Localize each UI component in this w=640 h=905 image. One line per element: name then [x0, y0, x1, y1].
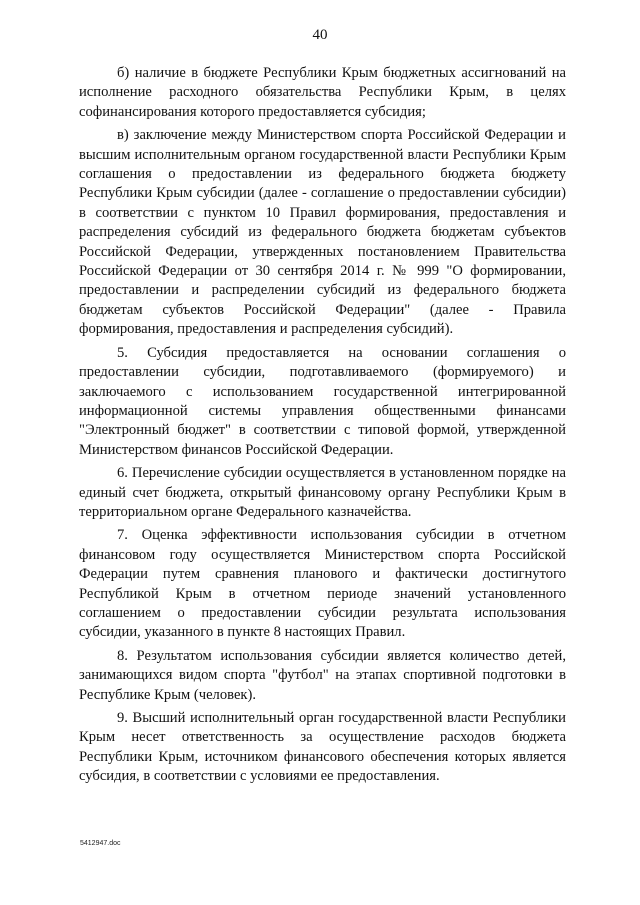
paragraph-5: 5. Субсидия предоставляется на основании соглашения о предоставлении субсидии, подготавливаемого (формируемого) и заключаемого с использованием государственной интегрированной информационной системы управления общественными финансами "Электронный бюджет" в соответствии с типовой формой, утвержденной Министерством финансов Российской Федерации. [79, 344, 566, 458]
paragraph-9: 9. Высший исполнительный орган государственной власти Республики Крым несет ответственность за осуществление расходов бюджета Республики Крым, источником финансового обеспечения которых является субсидия, в соответствии с условиями ее предоставления. [79, 710, 566, 785]
paragraph-b: б) наличие в бюджете Республики Крым бюджетных ассигнований на исполнение расходного обязательства Республики Крым, в целях софинансирования которого предоставляется субсидия; [79, 65, 566, 120]
paragraph-v: в) заключение между Министерством спорта Российской Федерации и высшим исполнительным органом государственной власти Республики Крым соглашения о предоставлении из федерального бюджета бюджету Республики Крым субсидии (далее - соглашение о предоставлении субсидии) в соответствии с пунктом 10 Правил формирования, предоставления и распределения субсидий из федерального бюджета бюджетам субъектов Российской Федерации, утвержденных постановлением Правительства Российской Федерации от 30 сентября 2014 г. № 999 "О формировании, предоставлении и распределении субсидий из федерального бюджета бюджетам субъектов Российской Федерации" (далее - Правила формирования, предоставления и распределения субсидий). [79, 127, 566, 338]
page-number: 40 [312, 27, 328, 43]
document-body [79, 64, 566, 791]
paragraph-8: 8. Результатом использования субсидии является количество детей, занимающихся видом спорта "футбол" на этапах спортивной подготовки в Республике Крым (человек). [79, 647, 566, 703]
document-footer-filename: 5412947.doc [80, 840, 121, 847]
paragraph-6: 6. Перечисление субсидии осуществляется в установленном порядке на единый счет бюджета, открытый финансовому органу Республики Крым в территориальном органе Федерального казначейства. [79, 465, 566, 520]
paragraph-7: 7. Оценка эффективности использования субсидии в отчетном финансовом году осуществляется Министерством спорта Российской Федерации путем сравнения планового и фактически достигнутого Республикой Крым в отчетном периоде значений установленного соглашением о предоставлении субсидии результата использования субсидии, указанного в пункте 8 настоящих Правил. [79, 527, 566, 641]
